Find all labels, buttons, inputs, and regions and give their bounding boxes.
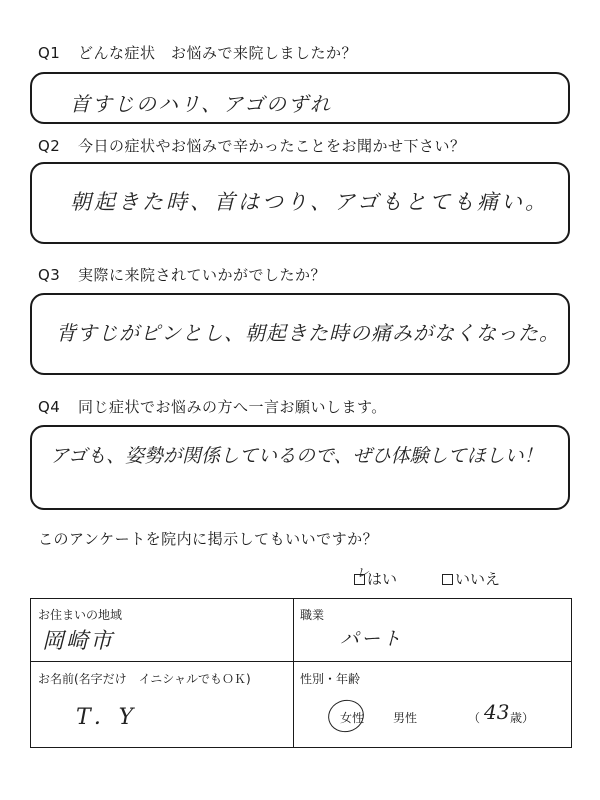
no-label: いいえ [455,570,501,588]
question-1 [38,42,357,63]
check-mark: レ [356,566,370,581]
answer-box-2 [30,162,570,244]
consent-question: このアンケートを院内に掲示してもいいですか？ [38,530,379,548]
answer-box-1 [30,72,570,124]
age-open-paren: （ [468,711,481,725]
grid-divider-vertical [293,599,294,747]
question-text: 今日の症状やお悩みで辛かったことをお聞かせ下さい？ [78,137,466,155]
male-option[interactable]: 男性 [393,711,418,725]
gender-age-label: 性別・年齢 [300,672,361,686]
grid-divider-horizontal [31,661,571,662]
question-3 [38,264,326,285]
answer-text: 首すじのハリ、アゴのずれ [70,92,332,116]
name-value: T．Y [76,705,137,730]
female-option[interactable]: 女性 [340,711,365,725]
question-text: どんな症状 お悩みで来院しましたか？ [78,44,358,62]
consent-no-option[interactable] [442,568,500,589]
question-2 [38,135,466,156]
question-number: Q3 [38,266,61,284]
question-number: Q4 [38,398,61,416]
answer-box-4 [30,425,570,510]
question-number: Q2 [38,137,61,155]
job-value: パート [340,628,404,650]
consent-yes-option[interactable] [354,568,397,589]
question-number: Q1 [38,44,61,62]
name-label: お名前(名字だけ イニシャルでもＯＫ) [38,672,251,686]
yes-label: はい [367,570,398,588]
no-checkbox[interactable] [442,574,453,585]
answer-box-3 [30,293,570,375]
question-4 [38,396,387,417]
area-label: お住まいの地域 [38,608,123,622]
age-value: 43 [484,700,510,724]
answer-text: 背すじがピンとし、朝起きた時の痛みがなくなった。 [56,321,560,345]
answer-text: 朝起きた時、首はつり、アゴもとても痛い。 [70,190,549,214]
answer-text: アゴも、姿勢が関係しているので、ぜひ体験してほしい！ [50,445,543,467]
area-value: 岡崎市 [42,629,115,654]
age-unit: 歳） [510,711,535,725]
question-text: 同じ症状でお悩みの方へ一言お願いします。 [78,398,387,416]
job-label: 職業 [300,608,325,622]
question-text: 実際に来院されていかがでしたか？ [78,266,327,284]
